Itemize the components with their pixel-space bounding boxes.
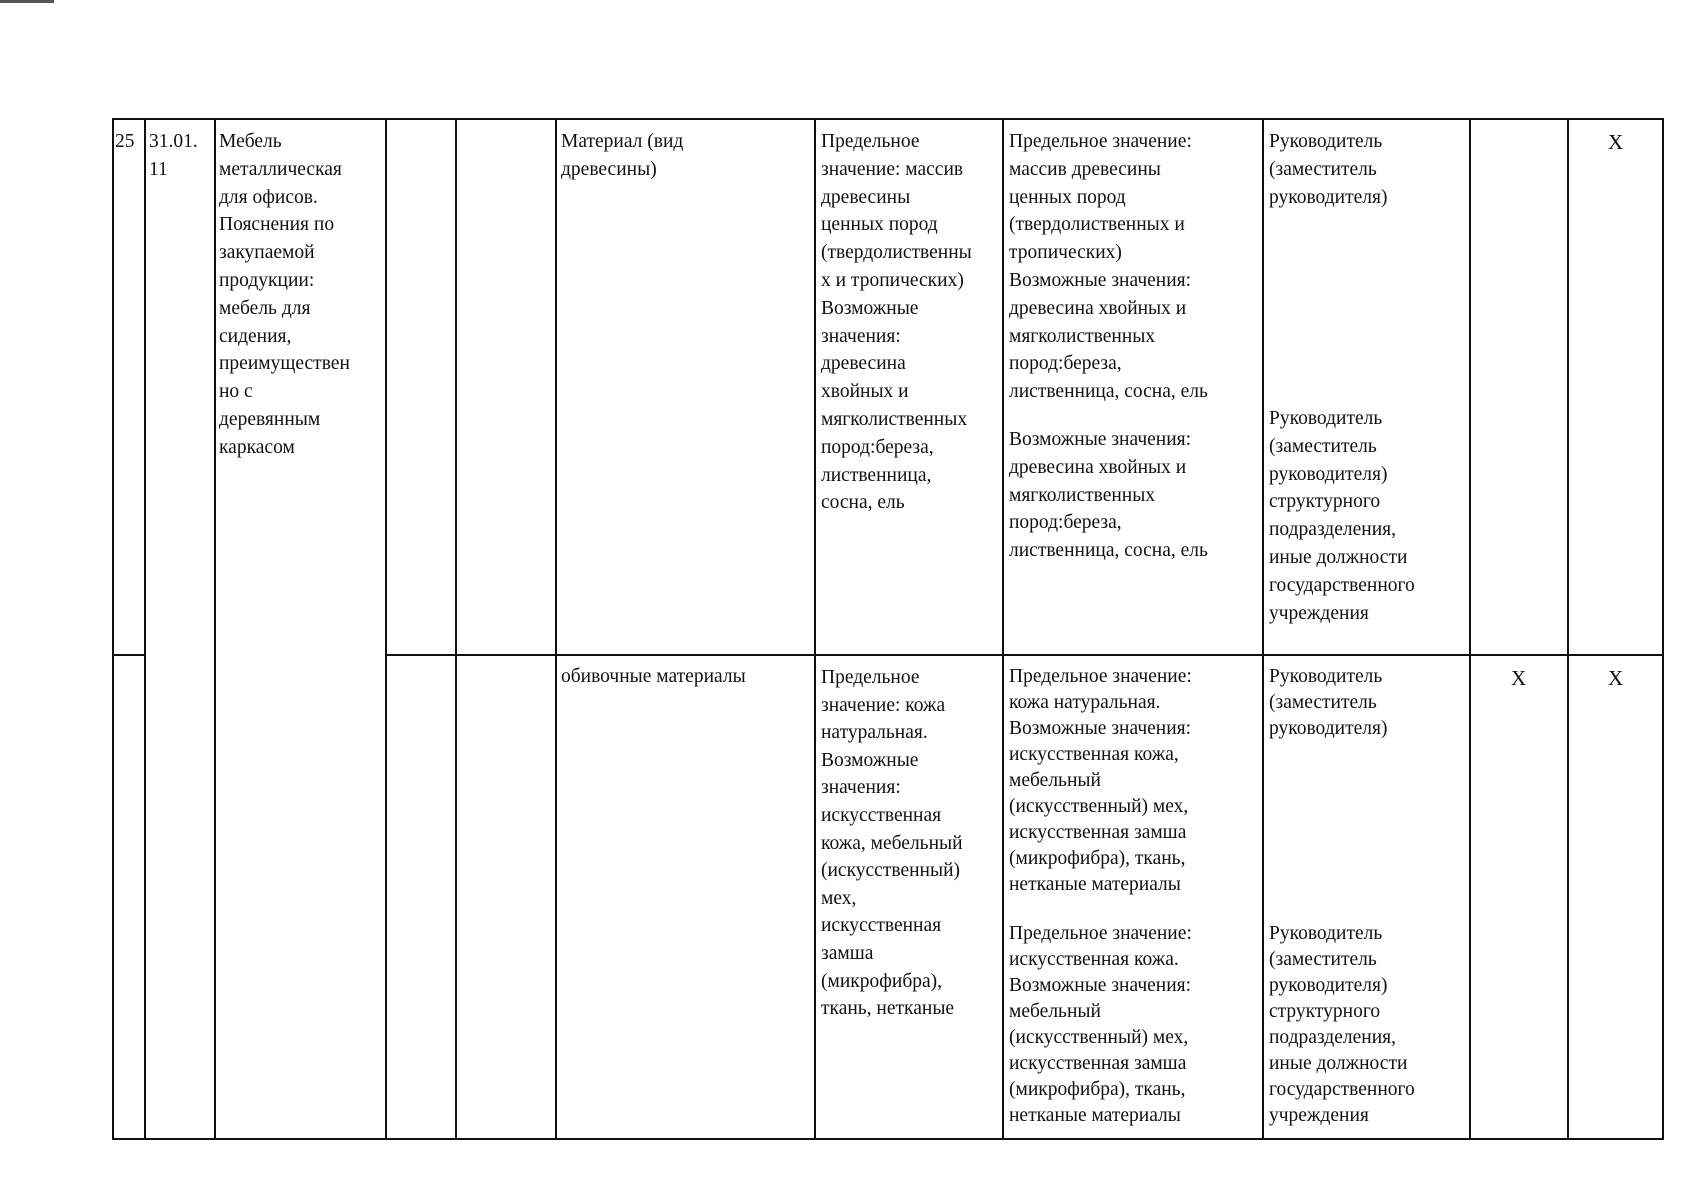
col-border-7 bbox=[1002, 118, 1004, 1140]
col-border-8 bbox=[1262, 118, 1264, 1140]
col-border-3 bbox=[385, 118, 387, 1140]
col-border-4 bbox=[455, 118, 457, 1140]
okpd-code: 31.01. 11 bbox=[149, 131, 198, 180]
col-border-1 bbox=[144, 118, 146, 1140]
mark-last-col: X bbox=[1608, 666, 1624, 690]
value-general: Предельное значение: массив древесины ценных пород (твердолиственны х и тропических) Возможные значения: древесина хвойных и мягколиственных пород:береза, лиственница, сосна, ель bbox=[821, 131, 972, 514]
col-border-0 bbox=[112, 118, 114, 1140]
value-category-b: Возможные значения: древесина хвойных и мягколиственных пород:береза, лиственница, сосна, ель bbox=[1009, 429, 1208, 562]
value-category-a: Предельное значение: массив древесины ценных пород (твердолиственных и тропических) Возможные значения: древесина хвойных и мягколиственных пород:береза, лиственница, сосна, ель bbox=[1009, 131, 1208, 403]
col-border-6 bbox=[814, 118, 816, 1140]
col-border-10 bbox=[1567, 118, 1569, 1140]
row-divider-left bbox=[112, 654, 146, 656]
procurement-table bbox=[112, 118, 1664, 1140]
position-category-a: Руководитель (заместитель руководителя) bbox=[1269, 131, 1388, 208]
value-category-a: Предельное значение: кожа натуральная. Возможные значения: искусственная кожа, мебельный (искусственный) мех, искусственная замша (микрофибра), ткань, нетканые материалы bbox=[1009, 666, 1192, 895]
mark-prev-col: X bbox=[1511, 666, 1527, 690]
position-category-b: Руководитель (заместитель руководителя) структурного подразделения, иные должности государственного учреждения bbox=[1269, 408, 1415, 624]
mark-last-col: X bbox=[1608, 130, 1624, 154]
position-category-a: Руководитель (заместитель руководителя) bbox=[1269, 666, 1388, 739]
table-border-bottom bbox=[112, 1138, 1664, 1140]
product-name: Мебель металлическая для офисов. Пояснения по закупаемой продукции: мебель для сидения, преимуществен но с деревянным каркасом bbox=[219, 131, 350, 458]
value-general: Предельное значение: кожа натуральная. Возможные значения: искусственная кожа, мебельный (искусственный) мех, искусственная замша (микрофибра), ткань, нетканые bbox=[821, 667, 963, 1020]
position-category-b: Руководитель (заместитель руководителя) структурного подразделения, иные должности государственного учреждения bbox=[1269, 923, 1415, 1126]
characteristic-name: обивочные материалы bbox=[561, 666, 746, 687]
col-border-11 bbox=[1662, 118, 1664, 1140]
col-border-2 bbox=[214, 118, 216, 1140]
row-number: 25 bbox=[115, 131, 135, 152]
characteristic-name: Материал (вид древесины) bbox=[561, 131, 684, 180]
col-border-5 bbox=[555, 118, 557, 1140]
col-border-9 bbox=[1469, 118, 1471, 1140]
scan-artifact bbox=[0, 0, 54, 3]
row-divider bbox=[385, 654, 1664, 656]
table-border-top bbox=[112, 118, 1664, 120]
value-category-b: Предельное значение: искусственная кожа. Возможные значения: мебельный (искусственный) мех, искусственная замша (микрофибра), ткань, нетканые материалы bbox=[1009, 923, 1192, 1126]
